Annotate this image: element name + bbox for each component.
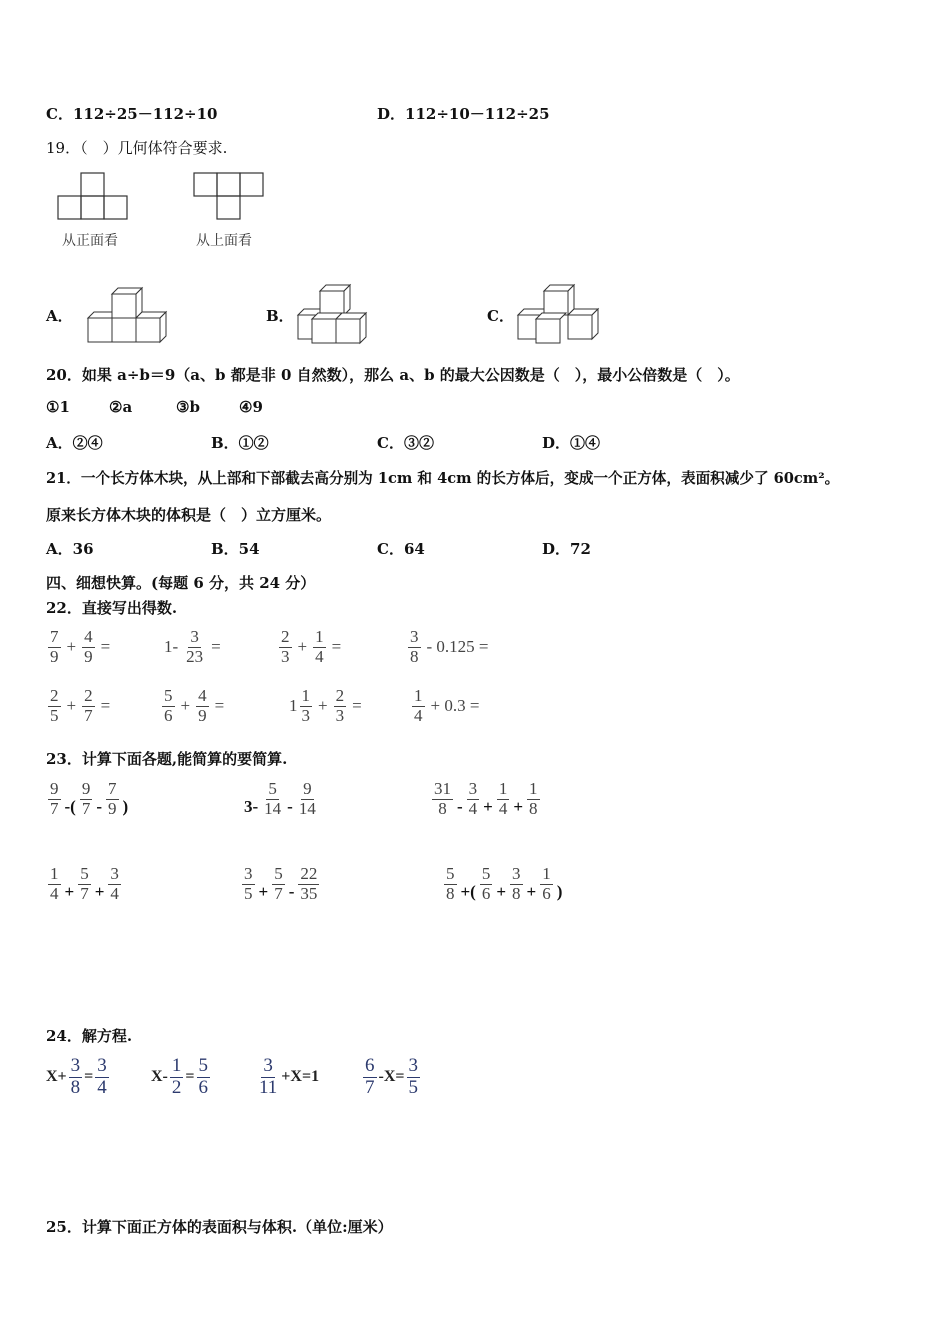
- cube-figure-a: [86, 284, 176, 346]
- q24-equation-1: X+ $\frac{3}{8}$ = $\frac{3}{4}$: [46, 1055, 107, 1098]
- cube-figure-b: [294, 282, 374, 346]
- q20-option-b: B．①②: [211, 434, 269, 452]
- q18-option-c: C．112÷25－112÷10: [46, 105, 218, 123]
- q22-item-8: $\frac{1}{4}$ + 0.3 =: [414, 686, 480, 725]
- q20-choice-3: ③b: [176, 398, 200, 416]
- q20-option-c: C．③②: [377, 434, 434, 452]
- q22-title: 22．直接写出得数.: [46, 599, 178, 617]
- q24-equation-3: $\frac{3}{11}$ +X=1: [259, 1055, 320, 1098]
- q20-choice-4: ④9: [239, 398, 263, 416]
- q19-option-c: C．: [487, 307, 514, 325]
- q22-item-2: 1- $\frac{3}{23}$ =: [164, 627, 221, 666]
- q19-option-a: A．: [46, 307, 73, 325]
- q24-equation-4: $\frac{6}{7}$ -X= $\frac{3}{5}$: [365, 1055, 418, 1098]
- q24-equation-2: X- $\frac{1}{2}$ = $\frac{5}{6}$: [151, 1055, 209, 1098]
- q23-expr-3: $\frac{31}{8}$ - $\frac{3}{4}$ + $\frac{1}{4}$ + $\frac{1}{8}$: [434, 779, 538, 818]
- q22-item-5: $\frac{2}{5}$ + $\frac{2}{7}$ =: [50, 686, 111, 725]
- q21-line2: 原来长方体木块的体积是（ ）立方厘米。: [46, 506, 332, 524]
- q23-expr-5: $\frac{3}{5}$ + $\frac{5}{7}$ - $\frac{22}{35}$: [244, 864, 318, 903]
- q23-expr-1: $\frac{9}{7}$ -( $\frac{9}{7}$ - $\frac{7}{9}$ ): [50, 779, 129, 818]
- section4-title: 四、细想快算。(每题 6 分，共 24 分）: [46, 574, 316, 592]
- q23-title: 23．计算下面各题,能简算的要简算.: [46, 750, 288, 768]
- q20-title: 20．如果 a÷b＝9（a、b 都是非 0 自然数），那么 a、b 的最大公因数是（ ），最小公倍数是（ ）。: [46, 366, 740, 384]
- cube-figure-c: [514, 282, 604, 346]
- q21-line1: 21．一个长方体木块，从上部和下部截去高分别为 1cm 和 4cm 的长方体后，变成一个正方体，表面积减少了 60cm²。: [46, 470, 840, 487]
- q22-item-1: $\frac{7}{9}$ + $\frac{4}{9}$ =: [50, 627, 111, 666]
- q21-option-b: B．54: [211, 540, 260, 558]
- front-view-label: 从正面看: [62, 233, 118, 249]
- q18-option-d: D．112÷10－112÷25: [377, 105, 550, 123]
- q20-choice-1: ①1: [46, 398, 70, 416]
- q22-item-3: $\frac{2}{3}$ + $\frac{1}{4}$ =: [281, 627, 342, 666]
- q22-item-6: $\frac{5}{6}$ + $\frac{4}{9}$ =: [164, 686, 225, 725]
- q21-option-d: D．72: [542, 540, 591, 558]
- q20-option-d: D．①④: [542, 434, 601, 452]
- q19-title: 19．（ ）几何体符合要求.: [46, 139, 228, 157]
- q22-item-7: 1 $\frac{1}{3}$ + $\frac{2}{3}$ =: [289, 686, 362, 725]
- q24-title: 24．解方程.: [46, 1027, 133, 1045]
- q23-expr-2: 3- $\frac{5}{14}$ - $\frac{9}{14}$: [244, 779, 316, 818]
- q23-expr-6: $\frac{5}{8}$ +( $\frac{5}{6}$ + $\frac{3}{8}$ + $\frac{1}{6}$ ): [446, 864, 563, 903]
- q21-option-c: C．64: [377, 540, 425, 558]
- q20-choice-2: ②a: [109, 398, 133, 416]
- q23-expr-4: $\frac{1}{4}$ + $\frac{5}{7}$ + $\frac{3}{4}$: [50, 864, 119, 903]
- q20-option-a: A．②④: [46, 434, 103, 452]
- q22-item-4: $\frac{3}{8}$ - 0.125 =: [410, 627, 489, 666]
- top-view-label: 从上面看: [196, 233, 252, 249]
- q21-option-a: A．36: [46, 540, 94, 558]
- q25-title: 25．计算下面正方体的表面积与体积.（单位:厘米）: [46, 1218, 393, 1236]
- q19-option-b: B．: [266, 307, 294, 325]
